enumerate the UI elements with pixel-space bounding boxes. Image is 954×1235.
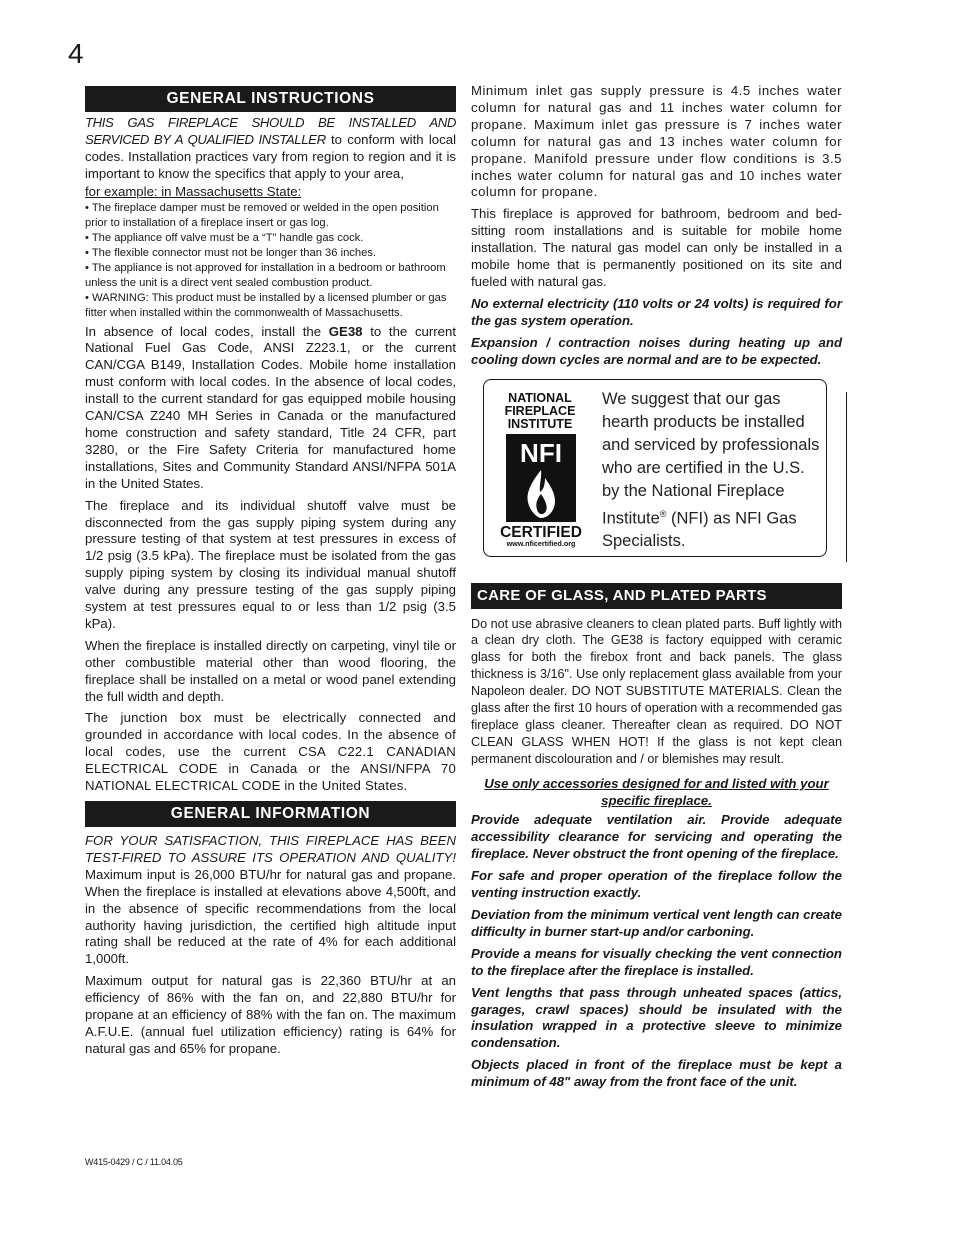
intro-paragraph <box>85 115 456 183</box>
noise-note: Expansion / contraction noises during heating up and cooling down cycles are normal and are to be expected. <box>471 334 842 367</box>
left-column <box>85 86 456 1063</box>
warning-clearance: Objects placed in front of the fireplace must be kept a minimum of 48" away from the front face of the unit. <box>471 1057 842 1090</box>
nfi-text-part: (NFI) as NFI Gas Specialists. <box>602 509 797 550</box>
bullet-item: • The appliance is not approved for installation in a bedroom or bathroom unless the unit is a direct vent sealed combustion product. <box>85 261 446 289</box>
logo-url: www.nficertified.org <box>506 538 576 548</box>
paragraph-text: Maximum input is 26,000 BTU/hr for natural gas and propane. When the fireplace is installed at elevations above 4,500ft, and in the absence of specific recommendations from the local authority having jurisdiction, the certified high altitude input rating shall be reduced at the rate of 4% for each additional 1,000ft. <box>85 866 456 967</box>
example-label: for example: in Massachusetts State: <box>85 183 302 199</box>
logo-line-fireplace: FIREPLACE <box>504 403 576 418</box>
warning-venting: For safe and proper operation of the fireplace follow the venting instruction exactly. <box>471 868 842 901</box>
bullet-item: • The fireplace damper must be removed or welded in the open position prior to installation of a fireplace insert or gas log. <box>85 201 439 229</box>
bullet-item: • The flexible connector must not be longer than 36 inches. <box>85 246 377 259</box>
intro-italic: THIS GAS FIREPLACE SHOULD BE INSTALLED AND SERVICED BY A QUALIFIED INSTALLER <box>85 115 456 147</box>
output-paragraph: Maximum output for natural gas is 22,360 BTU/hr at an efficiency of 86% with the fan on, and 22,880 BTU/hr for propane at an efficiency of 88% with the fan on. The maximum A.F.U.E. (annual fuel utilization efficiency) rating is 64% for natural gas and 65% for propane. <box>85 973 456 1056</box>
logo-certified: CERTIFIED <box>500 523 582 541</box>
electricity-note: No external electricity (110 volts or 24 volts) is required for the gas system operation. <box>471 295 842 328</box>
warning-vent-check: Provide a means for visually checking the vent connection to the fireplace after the fireplace is installed. <box>471 945 842 978</box>
registered-mark: ® <box>659 508 667 519</box>
warning-ventilation: Provide adequate ventilation air. Provide adequate accessibility clearance for servicing and operating the fireplace. Never obstruct the front opening of the fireplace. <box>471 812 842 862</box>
test-fired-italic: FOR YOUR SATISFACTION, THIS FIREPLACE HAS BEEN TEST-FIRED TO ASSURE ITS OPERATION AND QUALITY! <box>85 833 456 865</box>
test-fired-paragraph <box>85 833 456 968</box>
footer-code: W415-0429 / C / 11.04.05 <box>85 1157 183 1167</box>
nfi-text-part: We suggest that our gas hearth products be installed and serviced by professionals who are certified in the U.S. by the National Fireplace Institute <box>602 389 820 527</box>
logo-line-national: NATIONAL <box>508 390 572 405</box>
general-instructions-heading: GENERAL INSTRUCTIONS <box>85 86 456 112</box>
nfi-certification-box <box>483 379 827 557</box>
care-paragraph: Do not use abrasive cleaners to clean plated parts. Buff lightly with a clean dry cloth. The GE38 is factory equipped with ceramic glass for both the firebox front and back panels. The glass thickness is 3/16". Use only replacement glass available from your Napoleon dealer. DO NOT SUBSTITUTE MATERIALS. Clean the glass after the first 10 hours of operation with a recommended gas fireplace glass cleaner. Thereafter clean as required. DO NOT CLEAN GLASS WHEN HOT! If the glass is not kept clean permanent discolouration and / or blemishes may result. <box>471 616 842 766</box>
local-codes-paragraph <box>85 324 456 493</box>
massachusetts-bullets <box>85 201 456 321</box>
right-column <box>471 83 842 1096</box>
warning-unheated-spaces: Vent lengths that pass through unheated spaces (attics, garages, crawl spaces) should be insulated with the insulation wrapped in a protective sleeve to minimize condensation. <box>471 984 842 1051</box>
warning-vent-length: Deviation from the minimum vertical vent length can create difficulty in burner start-up and/or carboning. <box>471 907 842 939</box>
logo-mark-nfi: NFI <box>520 437 562 468</box>
paragraph-text: to the current National Fuel Gas Code, ANSI Z223.1, or the current CAN/CGA B149, Installation Codes. Mobile home installation must conform with local codes. In the absence of local codes, install to the current standard for gas equipped mobile housing CAN/CSA Z240 MH Series in Canada or the manufactured home construction and safety standard, Title 24 CFR, part 3280, or the Fire Safety Criteria for manufactured home installations, Sites and Community Standard ANSI/NFPA 501A in the United States. <box>85 323 456 491</box>
approved-rooms-paragraph: This fireplace is approved for bathroom, bedroom and bed-sitting room installations and is suitable for mobile home installation. The natural gas model can only be installed in a mobile home that is permanently positioned on its site and fueled with natural gas. <box>471 206 842 289</box>
bullet-item: • The appliance off valve must be a “T” handle gas cock. <box>85 231 364 244</box>
general-information-heading: GENERAL INFORMATION <box>85 801 456 827</box>
junction-box-paragraph: The junction box must be electrically connected and grounded in accordance with local codes. In the absence of local codes, use the current CSA C22.1 CANADIAN ELECTRICAL CODE in Canada or the ANSI/NFPA 70 NATIONAL ELECTRICAL CODE in the United States. <box>85 710 456 794</box>
paragraph-text: In absence of local codes, install the <box>85 323 329 339</box>
model-number: GE38 <box>328 323 363 339</box>
intro-rest: to conform with local codes. Installation practices vary from region to region and it is important to know the specifics that apply to your area, <box>85 131 456 181</box>
carpeting-paragraph: When the fireplace is installed directly on carpeting, vinyl tile or other combustible material other than wood flooring, the fireplace shall be installed on a metal or wood panel extending the full width and depth. <box>85 637 456 704</box>
pressure-testing-paragraph: The fireplace and its individual shutoff valve must be disconnected from the gas supply piping system during any pressure testing of that system at test pressures in excess of 1/2 psig (3.5 kPa). The fireplace must be isolated from the gas supply piping system by closing its individual manual shutoff valve during any pressure testing of the gas supply piping system at test pressures equal to or less than 1/2 psig (3.5 kPa). <box>85 497 456 631</box>
page-number: 4 <box>68 38 84 69</box>
nfi-suggestion-text <box>602 388 824 554</box>
gas-pressure-paragraph: Minimum inlet gas supply pressure is 4.5 inches water column for natural gas and 11 inches water column for propane. Maximum inlet gas pressure is 7 inches water column for natural gas and 13 inches water column for propane. Manifold pressure under flow conditions is 3.5 inches water column for natural gas and 10 inches water column for propane. <box>471 83 842 200</box>
bullet-item: • WARNING: This product must be installed by a licensed plumber or gas fitter when installed within the commonwealth of Massachusetts. <box>85 291 447 319</box>
nfi-logo <box>492 386 592 548</box>
care-heading: CARE OF GLASS, AND PLATED PARTS <box>471 583 842 609</box>
accessories-notice: Use only accessories designed for and listed with your specific fireplace. <box>484 775 829 808</box>
logo-line-institute: INSTITUTE <box>507 416 573 431</box>
divider <box>846 392 847 562</box>
